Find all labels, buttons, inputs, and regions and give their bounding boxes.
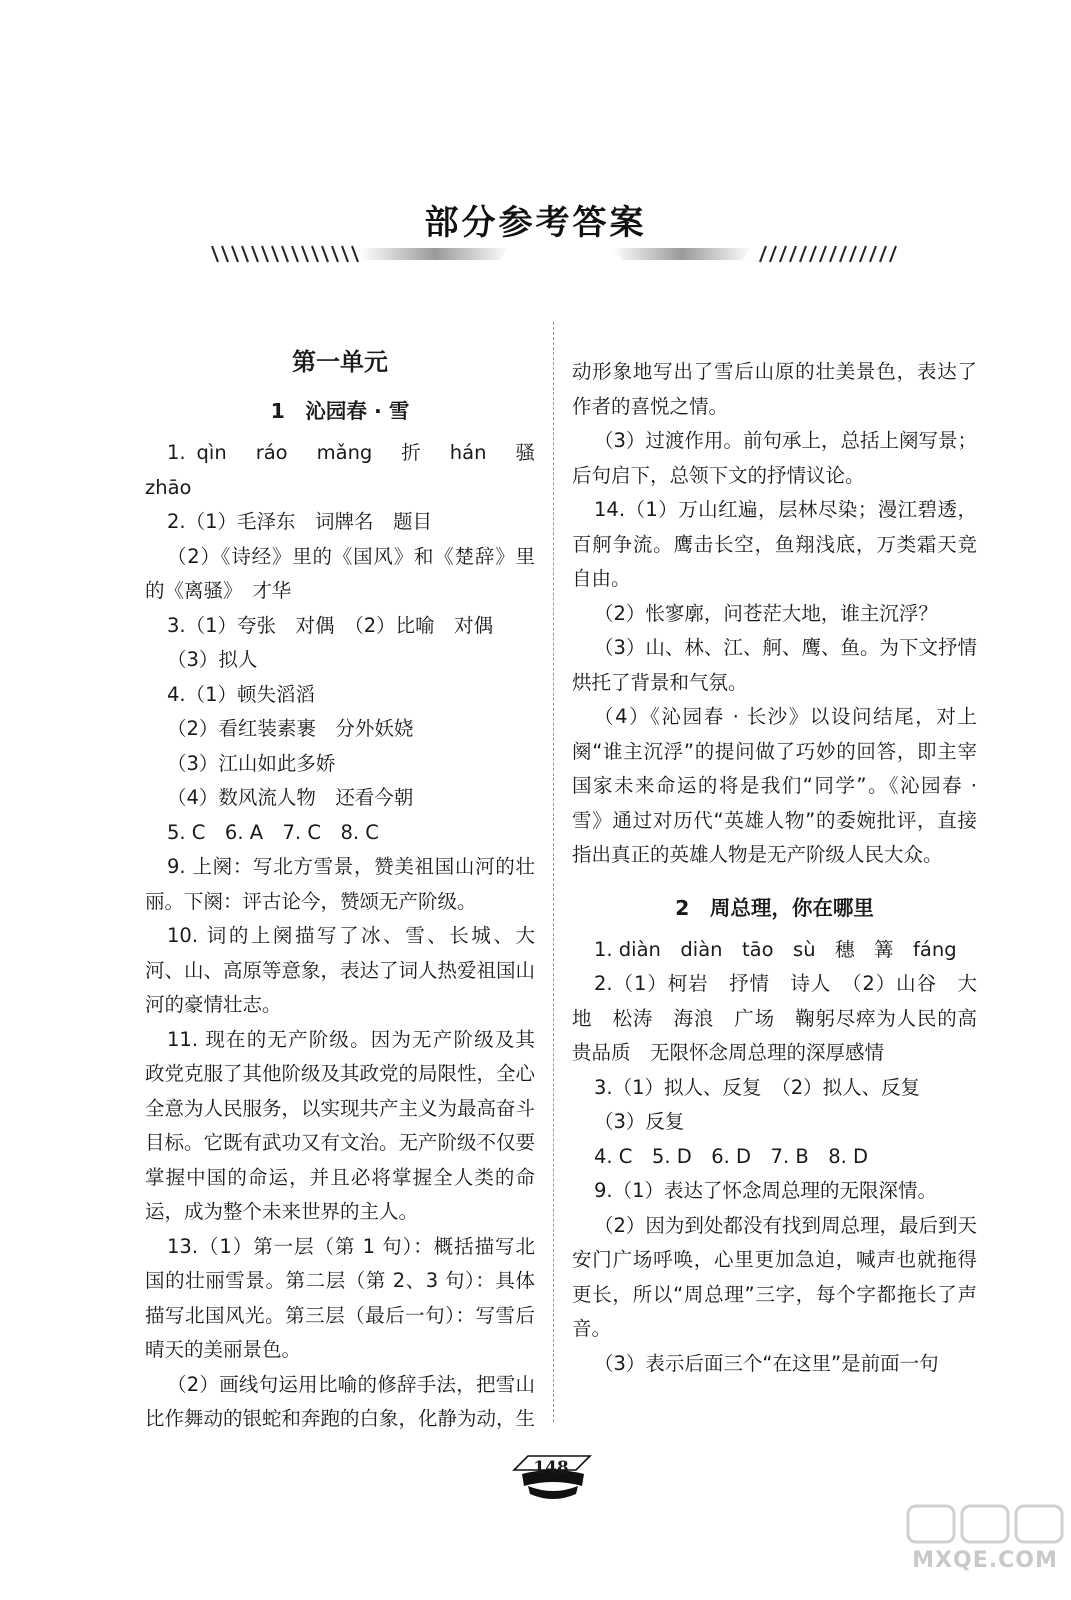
graduation-cap-icon xyxy=(508,1448,598,1508)
answer-line: 11. 现在的无产阶级。因为无产阶级及其政党克服了其他阶级及其政党的局限性，全心全意为人民服务，以实现共产主义为最高奋斗目标。它既有武功又有文治。无产阶级不仅要掌握中国的命运，并且必将掌握全人类的命运，成为整个未来世界的主人。 xyxy=(145,1027,536,1223)
unit-title: 第一单元 xyxy=(292,348,388,376)
answer-line: （3）反复 xyxy=(594,1110,685,1133)
answer-line: （4）《沁园春 · 长沙》以设问结尾，对上阕“谁主沉浮”的提问做了巧妙的回答，即主宰国家未来命运的将是我们“同学”。《沁园春 · 雪》通过对历代“英雄人物”的委婉批评，直接指出真正的英雄人物是无产阶级人民大众。 xyxy=(572,705,977,866)
answer-line: （2）看红装素裹 分外妖娆 xyxy=(167,717,414,740)
answer-line: 9. 上阕：写北方雪景，赞美祖国山河的壮丽。下阕：评古论今，赞颂无产阶级。 xyxy=(145,855,535,913)
answer-line: （3）江山如此多娇 xyxy=(167,751,336,775)
answer-line: （3）过渡作用。前句承上，总括上阕写景；后句启下，总领下文的抒情议论。 xyxy=(572,429,977,487)
answer-line: 3.（1）拟人、反复 （2）拟人、反复 xyxy=(594,1075,921,1099)
page-number-badge xyxy=(508,1448,598,1508)
answer-line: （2）画线句运用比喻的修辞手法，把雪山比作舞动的银蛇和奔跑的白象，化静为动，生 xyxy=(145,1372,536,1430)
answer-line: （3）山、林、江、舸、鹰、鱼。为下文抒情烘托了背景和气氛。 xyxy=(572,636,977,694)
answer-line: 9.（1）表达了怀念周总理的无限深情。 xyxy=(594,1179,938,1202)
right-column xyxy=(572,355,977,1381)
answer-line: 3.（1）夸张 对偶 （2）比喻 对偶 xyxy=(167,613,494,637)
left-column xyxy=(145,330,555,1437)
page-number: 148 xyxy=(533,1458,569,1478)
answer-line: 2.（1）柯岩 抒情 诗人 （2）山谷 大地 松涛 海浪 广场 鞠躬尽瘁为人民的高贵品质 无限怀念周总理的深厚感情 xyxy=(572,972,977,1064)
answer-line: （3）表示后面三个“在这里”是前面一句 xyxy=(594,1351,939,1375)
answer-line: 1. qìn ráo mǎng 折 hán 骚 zhāo xyxy=(145,441,555,499)
title-right-ornament xyxy=(612,240,902,268)
section-title-2: 2 周总理，你在哪里 xyxy=(675,895,874,920)
column-divider xyxy=(553,322,554,1422)
section-title-1: 1 沁园春 · 雪 xyxy=(270,399,410,423)
watermark-logo-icon xyxy=(900,1500,1070,1550)
answer-line: 2.（1）毛泽东 词牌名 题目 xyxy=(167,510,433,533)
answer-line: 动形象地写出了雪后山原的壮美景色，表达了作者的喜悦之情。 xyxy=(572,360,977,418)
answer-line: 5. C 6. A 7. C 8. C xyxy=(167,820,379,844)
answer-line: 1. diàn diàn tāo sù 穗 篝 fáng xyxy=(594,937,957,961)
title-left-ornament xyxy=(210,240,510,268)
answer-line: 13.（1）第一层（第 1 句）：概括描写北国的壮丽雪景。第二层（第 2、3 句）：具体描写北国风光。第三层（最后一句）：写雪后晴天的美丽景色。 xyxy=(145,1234,535,1361)
answer-line: （2）因为到处都没有找到周总理，最后到天安门广场呼唤，心里更加急迫，喊声也就拖得更长，所以“周总理”三字，每个字都拖长了声音。 xyxy=(572,1213,977,1340)
watermark-text: MXQE.COM xyxy=(912,1548,1058,1573)
answer-line: （2）《诗经》里的《国风》和《楚辞》里的《离骚》 才华 xyxy=(145,544,535,602)
answer-line: （2）怅寥廓，问苍茫大地，谁主沉浮？ xyxy=(594,601,938,625)
answer-line: 14.（1）万山红遍，层林尽染；漫江碧透，百舸争流。鹰击长空，鱼翔浅底，万类霜天竞自由。 xyxy=(572,498,977,590)
answer-line: （3）拟人 xyxy=(167,648,258,671)
answer-line: （4）数风流人物 还看今朝 xyxy=(167,786,414,809)
answer-line: 4. C 5. D 6. D 7. B 8. D xyxy=(594,1144,869,1168)
watermark xyxy=(900,1500,1070,1600)
answer-line: 4.（1）顿失滔滔 xyxy=(167,682,316,706)
answer-line: 10. 词的上阕描写了冰、雪、长城、大河、山、高原等意象，表达了词人热爱祖国山河的豪情壮志。 xyxy=(145,924,536,1016)
page-title: 部分参考答案 xyxy=(424,203,647,243)
